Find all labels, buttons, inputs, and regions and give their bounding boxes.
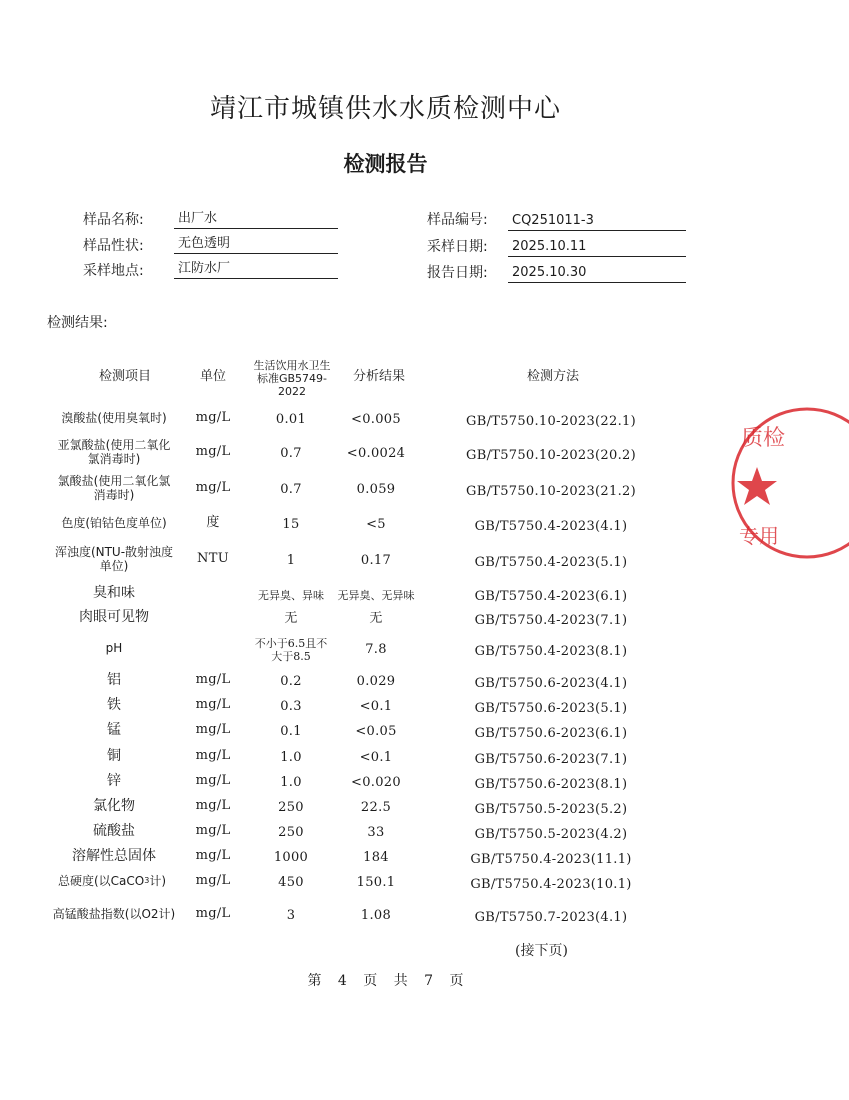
page-number: 第 4 页 共 7 页 xyxy=(307,973,464,989)
standard-cell: 450 xyxy=(278,875,304,890)
item-cell: 高锰酸盐指数(以O2计) xyxy=(52,907,176,921)
standard-cell: 无 xyxy=(284,611,298,626)
item-cell: 色度(铂钴色度单位) xyxy=(61,516,167,530)
item-cell xyxy=(38,870,186,892)
sampling-date-label: 采样日期: xyxy=(427,239,488,255)
report-title: 检测报告 xyxy=(343,152,428,176)
unit-cell xyxy=(184,583,242,603)
report-date-label: 报告日期: xyxy=(427,265,488,281)
seal-stamp-icon xyxy=(729,405,849,565)
method-cell: GB/T5750.6-2023(8.1) xyxy=(474,777,628,792)
method-cell: GB/T5750.4-2023(5.1) xyxy=(474,555,628,570)
item-text: 总硬度(以CaCO xyxy=(57,874,145,888)
organization-title: 靖江市城镇供水水质检测中心 xyxy=(209,94,561,124)
unit-cell: mg/L xyxy=(195,444,231,459)
sample-no-label: 样品编号: xyxy=(427,212,488,228)
standard-cell: 1.0 xyxy=(280,775,302,790)
unit-cell: mg/L xyxy=(195,672,231,687)
sample-state-value: 无色透明 xyxy=(174,235,338,254)
method-cell: GB/T5750.6-2023(4.1) xyxy=(474,676,628,691)
result-cell: 0.059 xyxy=(356,482,396,497)
standard-cell: 1.0 xyxy=(280,750,302,765)
item-cell: 氯酸盐(使用二氧化氯消毒时) xyxy=(57,474,171,502)
method-cell: GB/T5750.4-2023(10.1) xyxy=(470,877,632,892)
unit-cell: mg/L xyxy=(195,410,231,425)
unit-cell: mg/L xyxy=(195,823,231,838)
result-cell: 33 xyxy=(367,825,385,840)
method-cell: GB/T5750.4-2023(11.1) xyxy=(470,852,632,867)
report-date-value: 2025.10.30 xyxy=(508,264,686,283)
standard-cell: 3 xyxy=(286,908,296,923)
result-cell: 无 xyxy=(369,611,383,626)
method-cell: GB/T5750.6-2023(7.1) xyxy=(474,752,628,767)
header-method: 检测方法 xyxy=(526,369,579,384)
result-cell: 150.1 xyxy=(356,875,396,890)
item-cell: 亚氯酸盐(使用二氧化氯消毒时) xyxy=(57,438,171,466)
header-item: 检测项目 xyxy=(98,369,151,384)
method-cell: GB/T5750.6-2023(5.1) xyxy=(474,701,628,716)
results-label: 检测结果: xyxy=(47,315,108,331)
unit-cell: mg/L xyxy=(195,848,231,863)
item-cell: pH xyxy=(105,641,123,655)
unit-cell xyxy=(184,632,242,664)
unit-cell: mg/L xyxy=(195,480,231,495)
item-subscript: 3 xyxy=(144,876,150,885)
item-cell: 铜 xyxy=(107,748,121,764)
result-cell: <0.0024 xyxy=(346,446,406,461)
standard-cell: 0.7 xyxy=(280,446,302,461)
result-cell: 22.5 xyxy=(360,800,392,815)
result-cell: 1.08 xyxy=(360,908,392,923)
standard-cell: 15 xyxy=(282,517,300,532)
header-standard: 生活饮用水卫生标准GB5749-2022 xyxy=(253,358,331,398)
item-cell: 锌 xyxy=(107,773,121,789)
method-cell: GB/T5750.4-2023(6.1) xyxy=(474,589,628,604)
result-cell: 0.029 xyxy=(356,674,396,689)
unit-cell: NTU xyxy=(197,551,229,566)
result-cell: <0.1 xyxy=(359,750,393,765)
standard-cell: 不小于6.5且不大于8.5 xyxy=(254,637,328,663)
method-cell: GB/T5750.10-2023(22.1) xyxy=(466,414,636,429)
sampling-date-value: 2025.10.11 xyxy=(508,238,686,257)
item-cell: 溴酸盐(使用臭氧时) xyxy=(61,411,167,425)
result-cell: 184 xyxy=(363,850,389,865)
item-cell: 肉眼可见物 xyxy=(79,609,149,625)
method-cell: GB/T5750.4-2023(8.1) xyxy=(474,644,628,659)
method-cell: GB/T5750.10-2023(20.2) xyxy=(466,448,636,463)
result-cell: <0.020 xyxy=(351,775,401,790)
unit-cell: 度 xyxy=(206,515,220,530)
header-result: 分析结果 xyxy=(352,369,405,384)
standard-cell: 无异臭、异味 xyxy=(258,588,324,602)
standard-cell: 0.7 xyxy=(280,482,302,497)
method-cell: GB/T5750.5-2023(5.2) xyxy=(474,802,628,817)
item-cell: 氯化物 xyxy=(93,798,135,814)
result-cell: <5 xyxy=(366,517,386,532)
unit-cell: mg/L xyxy=(195,906,231,921)
sample-name-value: 出厂水 xyxy=(174,210,338,229)
method-cell: GB/T5750.5-2023(4.2) xyxy=(474,827,628,842)
item-cell: 锰 xyxy=(107,722,121,738)
item-cell: 铁 xyxy=(107,697,121,713)
sampling-site-value: 江防水厂 xyxy=(174,260,338,279)
item-cell: 浑浊度(NTU-散射浊度单位) xyxy=(54,545,174,573)
method-cell: GB/T5750.4-2023(7.1) xyxy=(474,613,628,628)
unit-cell: mg/L xyxy=(195,697,231,712)
sampling-site-label: 采样地点: xyxy=(83,263,144,279)
method-cell: GB/T5750.4-2023(4.1) xyxy=(474,519,628,534)
standard-cell: 0.1 xyxy=(280,724,302,739)
method-cell: GB/T5750.10-2023(21.2) xyxy=(466,484,636,499)
item-cell: 臭和味 xyxy=(93,585,135,601)
result-cell: <0.05 xyxy=(355,724,397,739)
standard-cell: 250 xyxy=(278,825,304,840)
unit-cell: mg/L xyxy=(195,773,231,788)
item-text-suffix: 计) xyxy=(149,874,167,888)
unit-cell: mg/L xyxy=(195,748,231,763)
item-cell: 铝 xyxy=(107,672,121,688)
continued-note: (接下页) xyxy=(515,943,568,959)
unit-cell: mg/L xyxy=(195,798,231,813)
svg-text:专用: 专用 xyxy=(739,524,779,548)
item-cell: 硫酸盐 xyxy=(93,823,135,839)
header-unit: 单位 xyxy=(199,369,226,384)
method-cell: GB/T5750.6-2023(6.1) xyxy=(474,726,628,741)
sample-state-label: 样品性状: xyxy=(83,238,144,254)
standard-cell: 0.2 xyxy=(280,674,302,689)
unit-cell: mg/L xyxy=(195,873,231,888)
result-cell: <0.005 xyxy=(351,412,401,427)
standard-cell: 1000 xyxy=(273,850,309,865)
unit-cell: mg/L xyxy=(195,722,231,737)
result-cell: <0.1 xyxy=(359,699,393,714)
standard-cell: 0.01 xyxy=(275,412,307,427)
svg-text:质检: 质检 xyxy=(741,426,786,451)
result-cell: 0.17 xyxy=(360,553,392,568)
standard-cell: 250 xyxy=(278,800,304,815)
unit-cell xyxy=(184,607,242,627)
standard-cell: 0.3 xyxy=(280,699,302,714)
item-cell: 溶解性总固体 xyxy=(72,848,156,864)
result-cell: 7.8 xyxy=(365,642,387,657)
method-cell: GB/T5750.7-2023(4.1) xyxy=(474,910,628,925)
result-cell: 无异臭、无异味 xyxy=(337,588,415,602)
standard-cell: 1 xyxy=(286,553,296,568)
sample-no-value: CQ251011-3 xyxy=(508,212,686,231)
sample-name-label: 样品名称: xyxy=(83,212,144,228)
